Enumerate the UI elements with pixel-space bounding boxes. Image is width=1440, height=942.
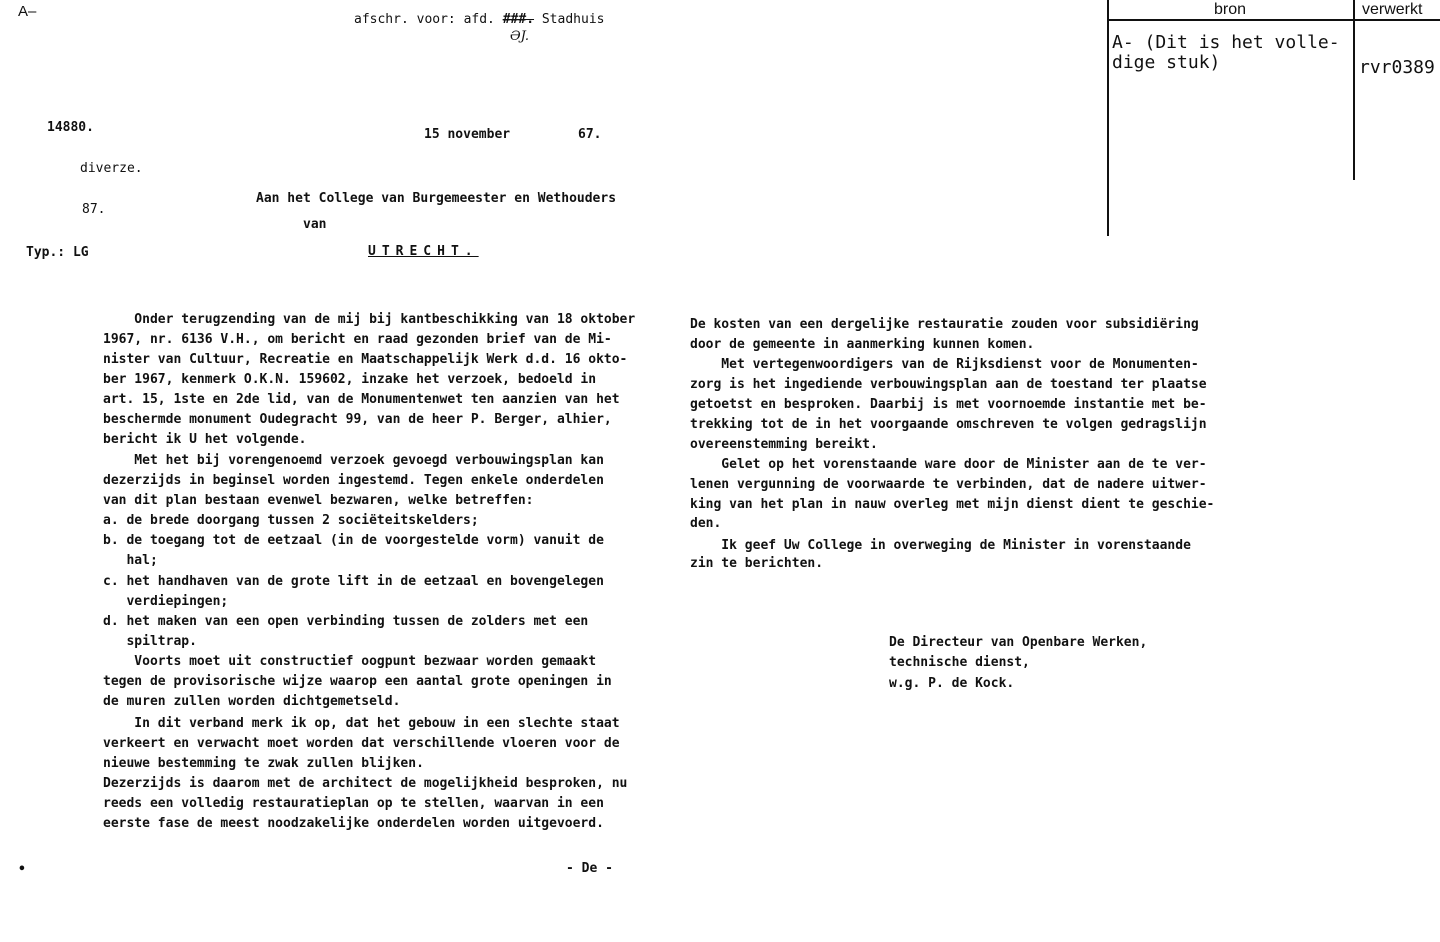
right-line: De kosten van een dergelijke restauratie zouden voor subsidiëring (690, 317, 1199, 332)
right-line: king van het plan in nauw overleg met mijn dienst dient te geschie- (690, 497, 1215, 512)
registry-box-header-rule (1107, 19, 1440, 21)
left-line: In dit verband merk ik op, dat het gebouw in een slechte staat (103, 716, 620, 731)
left-line: bericht ik U het volgende. (103, 432, 307, 447)
reference-number: 14880. (47, 120, 94, 135)
right-line: Ik geef Uw College in overweging de Minister in vorenstaande (690, 538, 1191, 553)
left-line: spiltrap. (103, 634, 197, 649)
copy-distribution-line (354, 13, 604, 26)
page-mark: A– (18, 3, 37, 20)
right-line: den. (690, 516, 722, 531)
right-line: lenen vergunning de voorwaarde te verbinden, dat de nadere uitwer- (690, 477, 1207, 492)
left-line: ber 1967, kenmerk O.K.N. 159602, inzake het verzoek, bedoeld in (103, 372, 597, 387)
right-line: getoetst en besproken. Daarbij is met voornoemde instantie met be- (690, 397, 1207, 412)
registry-box-divider (1353, 0, 1355, 180)
right-line: zorg is het ingediende verbouwingsplan aan de toestand ter plaatse (690, 377, 1207, 392)
left-line: verdiepingen; (103, 594, 229, 609)
file-number: 87. (82, 202, 106, 217)
registry-source-line1: A- (Dit is het volle- (1112, 32, 1340, 53)
left-line: art. 15, 1ste en 2de lid, van de Monumentenwet ten aanzien van het (103, 392, 620, 407)
right-line: overeenstemming bereikt. (690, 437, 878, 452)
left-line: nister van Cultuur, Recreatie en Maatschappelijk Werk d.d. 16 okto- (103, 352, 628, 367)
letter-date: 15 november (424, 127, 511, 142)
signature-title: De Directeur van Openbare Werken, (889, 635, 1148, 650)
typist-initials: Typ.: LG (26, 245, 89, 260)
handwritten-initials: ƏJ. (510, 29, 529, 44)
copy-line-prefix: afschr. voor: afd. (354, 12, 495, 27)
left-line: Onder terugzending van de mij bij kantbeschikking van 18 oktober (103, 312, 636, 327)
registry-source-header: bron (1214, 1, 1247, 18)
right-line: zin te berichten. (690, 556, 824, 571)
left-line: beschermde monument Oudegracht 99, van de heer P. Berger, alhier, (103, 412, 612, 427)
left-line: nieuwe bestemming te zwak zullen blijken. (103, 756, 424, 771)
copy-line-struck: ###. (502, 12, 535, 27)
right-line: Gelet op het vorenstaande ware door de Minister aan de te ver- (690, 457, 1207, 472)
left-line: van dit plan bestaan evenwel bezwaren, welke betreffen: (103, 493, 534, 508)
registry-processed-header: verwerkt (1362, 1, 1423, 18)
addressee-city: UTRECHT. (368, 244, 479, 259)
left-line: tegen de provisorische wijze waarop een aantal grote openingen in (103, 674, 612, 689)
left-line: a. de brede doorgang tussen 2 sociëteitskelders; (103, 513, 479, 528)
signature-department: technische dienst, (889, 655, 1030, 670)
footer-bullet: • (18, 862, 26, 877)
registry-processed-code: rvr0389 (1359, 57, 1435, 78)
right-line: Met vertegenwoordigers van de Rijksdienst voor de Monumenten- (690, 357, 1199, 372)
left-line: Dezerzijds is daarom met de architect de mogelijkheid besproken, nu (103, 776, 628, 791)
registry-source-line2: dige stuk) (1112, 52, 1221, 73)
left-line: de muren zullen worden dichtgemetseld. (103, 694, 401, 709)
addressee-van: van (303, 217, 327, 232)
left-line: b. de toegang tot de eetzaal (in de voorgestelde vorm) vanuit de (103, 533, 604, 548)
left-line: hal; (103, 553, 158, 568)
left-line: verkeert en verwacht moet worden dat verschillende vloeren voor de (103, 736, 620, 751)
addressee-line: Aan het College van Burgemeester en Wethouders (256, 191, 617, 206)
left-line: eerste fase de meest noodzakelijke onderdelen worden uitgevoerd. (103, 816, 604, 831)
category-label: diverze. (80, 161, 143, 176)
copy-line-suffix: Stadhuis (541, 12, 605, 27)
left-line: Voorts moet uit constructief oogpunt bezwaar worden gemaakt (103, 654, 597, 669)
signature-name: w.g. P. de Kock. (889, 676, 1015, 691)
right-line: trekking tot de in het voorgaande omschreven te volgen gedragslijn (690, 417, 1207, 432)
left-line: Met het bij vorengenoemd verzoek gevoegd verbouwingsplan kan (103, 453, 604, 468)
right-line: door de gemeente in aanmerking kunnen komen. (690, 337, 1035, 352)
left-line: reeds een volledig restauratieplan op te stellen, waarvan in een (103, 796, 604, 811)
letter-year: 67. (578, 127, 602, 142)
registry-box-left-border (1107, 0, 1109, 236)
left-line: dezerzijds in beginsel worden ingestemd. Tegen enkele onderdelen (103, 473, 604, 488)
left-line: c. het handhaven van de grote lift in de eetzaal en bovengelegen (103, 574, 604, 589)
continuation-marker: - De - (566, 861, 613, 876)
left-line: d. het maken van een open verbinding tussen de zolders met een (103, 614, 589, 629)
left-line: 1967, nr. 6136 V.H., om bericht en raad gezonden brief van de Mi- (103, 332, 612, 347)
